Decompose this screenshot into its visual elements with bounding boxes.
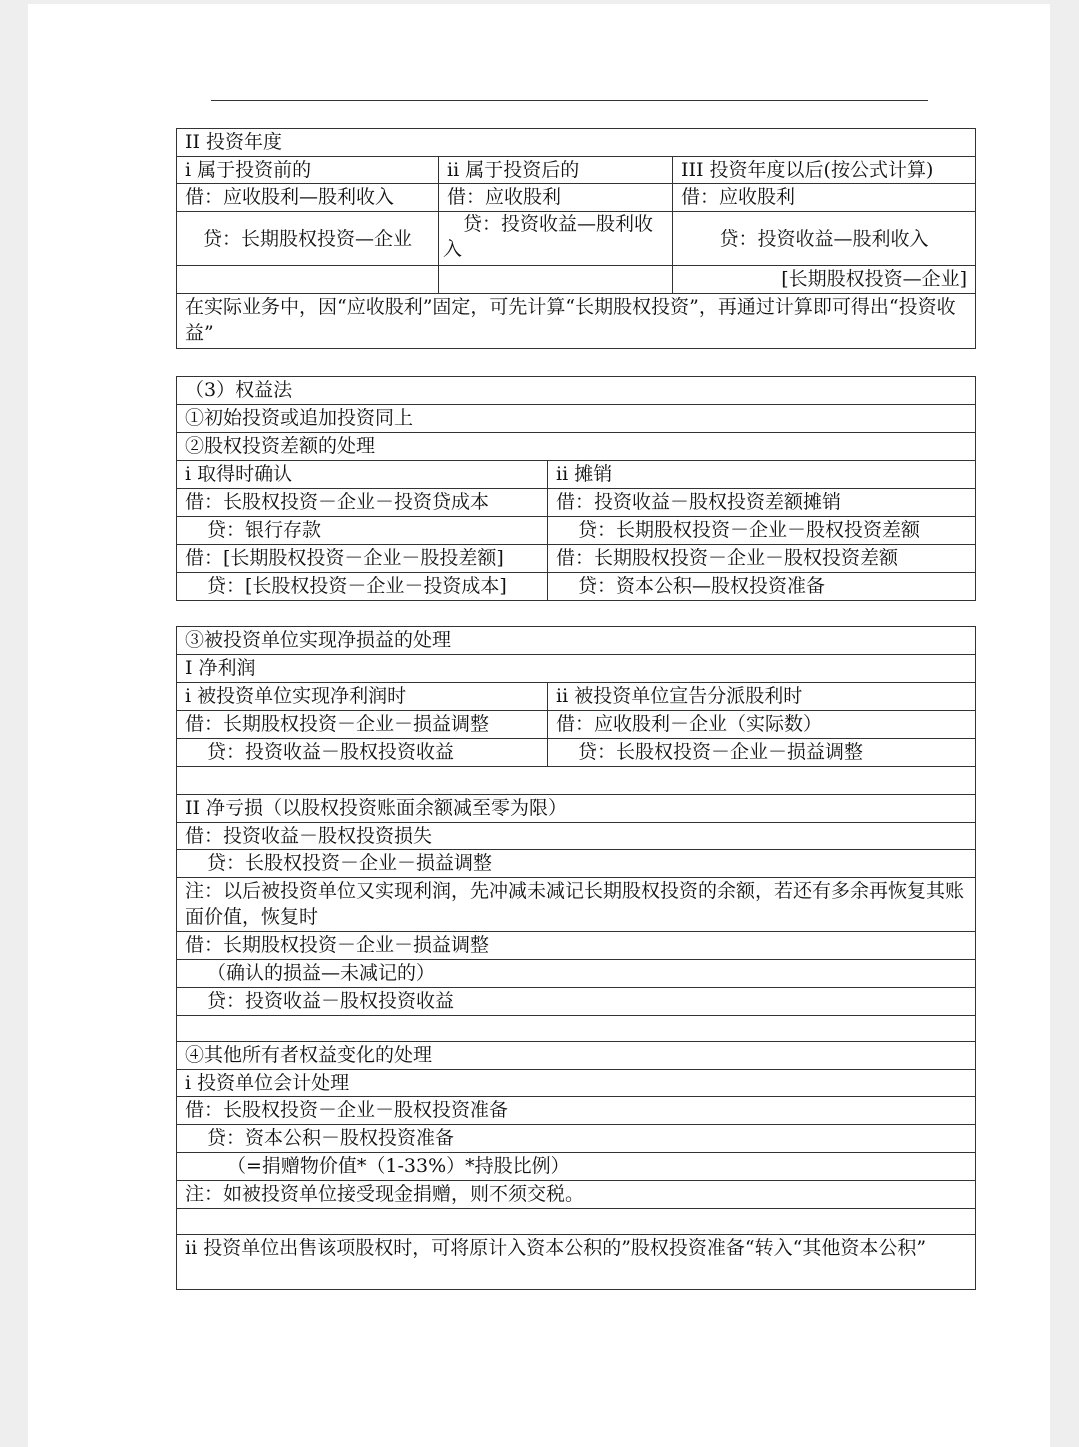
entry-bracket: [长期股权投资—企业] xyxy=(673,266,976,294)
section-title: （3）权益法 xyxy=(177,377,976,405)
item-heading: ①初始投资或追加投资同上 xyxy=(177,405,976,433)
col-head-right: ii 被投资单位宣告分派股利时 xyxy=(548,683,976,711)
entry-credit: 贷：投资收益—股利收入 xyxy=(439,212,673,266)
entry-debit: 借：长期股权投资－企业－损益调整 xyxy=(177,932,976,960)
sub-heading: i 投资单位会计处理 xyxy=(177,1070,976,1097)
entry-credit: 贷：长期股权投资－企业－股权投资差额 xyxy=(548,517,976,545)
net-income-table xyxy=(176,626,976,1290)
entry-credit: 贷：资本公积—股权投资准备 xyxy=(548,573,976,601)
blank-row xyxy=(177,1209,976,1235)
entry-credit: 贷：长股权投资－企业－损益调整 xyxy=(177,850,976,878)
col-head-after: ii 属于投资后的 xyxy=(439,157,673,184)
col-head-left: i 取得时确认 xyxy=(177,461,548,489)
section-header: II 投资年度 xyxy=(177,129,976,157)
entry-credit: 贷：投资收益－股权投资收益 xyxy=(177,739,548,767)
note-text: 在实际业务中，因“应收股利”固定，可先计算“长期股权投资”，再通过计算即可得出“投资收益” xyxy=(177,294,976,349)
entry-debit: 借：长期股权投资－企业－股权投资差额 xyxy=(548,545,976,573)
entry-debit: 借：投资收益－股权投资差额摊销 xyxy=(548,489,976,517)
col-head-left: i 被投资单位实现净利润时 xyxy=(177,683,548,711)
entry-credit: 贷：银行存款 xyxy=(177,517,548,545)
final-note: ii 投资单位出售该项股权时，可将原计入资本公积的”股权投资准备“转入“其他资本公积” xyxy=(177,1235,976,1290)
formula-text: （=捐赠物价值*（1-33%）*持股比例） xyxy=(177,1153,976,1181)
header-rule xyxy=(211,100,928,101)
entry-credit: 贷：长期股权投资—企业 xyxy=(177,212,439,266)
entry-credit: 贷：投资收益—股利收入 xyxy=(673,212,976,266)
item-heading: ②股权投资差额的处理 xyxy=(177,433,976,461)
entry-debit: 借：应收股利 xyxy=(673,184,976,212)
sub-heading: II 净亏损（以股权投资账面余额减至零为限） xyxy=(177,795,976,823)
dividend-table xyxy=(176,128,976,349)
entry-note: （确认的损益—未减记的） xyxy=(177,960,976,988)
note-text: 注：以后被投资单位又实现利润，先冲减未减记长期股权投资的余额，若还有多余再恢复其账面价值，恢复时 xyxy=(177,878,976,932)
entry-credit: 贷：长股权投资－企业－损益调整 xyxy=(548,739,976,767)
item-heading: ④其他所有者权益变化的处理 xyxy=(177,1042,976,1070)
col-head-later: III 投资年度以后(按公式计算) xyxy=(673,157,976,184)
entry-debit: 借：长期股权投资－企业－损益调整 xyxy=(177,711,548,739)
blank-row xyxy=(177,1016,976,1042)
note-text: 注：如被投资单位接受现金捐赠，则不须交税。 xyxy=(177,1181,976,1209)
entry-debit: 借：[长期股权投资－企业－股投差额] xyxy=(177,545,548,573)
entry-credit: 贷：资本公积－股权投资准备 xyxy=(177,1125,976,1153)
item-heading: ③被投资单位实现净损益的处理 xyxy=(177,627,976,655)
entry-debit: 借：应收股利－企业（实际数） xyxy=(548,711,976,739)
col-head-right: ii 摊销 xyxy=(548,461,976,489)
entry-debit: 借：应收股利 xyxy=(439,184,673,212)
blank-row xyxy=(177,767,976,795)
entry-debit: 借：长股权投资－企业－投资贷成本 xyxy=(177,489,548,517)
entry-credit: 贷：[长股权投资－企业－投资成本] xyxy=(177,573,548,601)
entry-debit: 借：长股权投资－企业－股权投资准备 xyxy=(177,1097,976,1125)
entry-debit: 借：应收股利—股利收入 xyxy=(177,184,439,212)
document-page xyxy=(28,4,1050,1447)
entry-debit: 借：投资收益－股权投资损失 xyxy=(177,823,976,850)
equity-diff-table xyxy=(176,376,976,601)
sub-heading: I 净利润 xyxy=(177,655,976,683)
entry-credit: 贷：投资收益－股权投资收益 xyxy=(177,988,976,1016)
col-head-before: i 属于投资前的 xyxy=(177,157,439,184)
